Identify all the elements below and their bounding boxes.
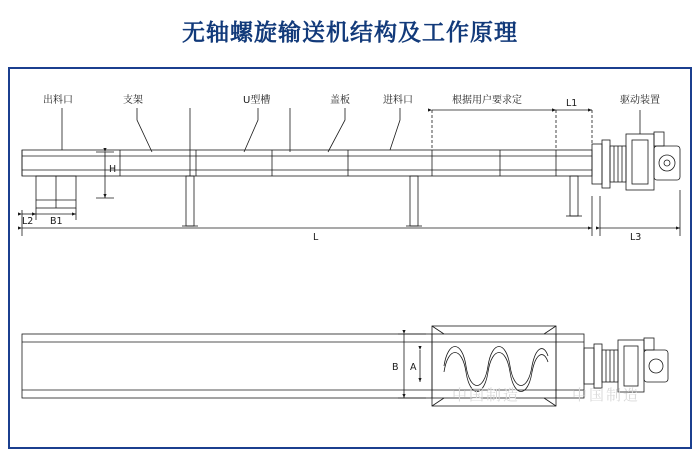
diagram-frame bbox=[8, 67, 692, 449]
dim-b1: B1 bbox=[50, 216, 63, 227]
label-feed-inlet: 进料口 bbox=[383, 95, 413, 106]
label-cover-plate: 盖板 bbox=[330, 95, 350, 106]
page-title: 无轴螺旋输送机结构及工作原理 bbox=[182, 20, 518, 46]
watermark-text-2: 中国制造 bbox=[572, 386, 641, 404]
label-discharge-outlet: 出料口 bbox=[43, 95, 73, 106]
dim-h: H bbox=[109, 164, 117, 175]
dim-l1: L1 bbox=[566, 98, 578, 109]
dim-l: L bbox=[313, 232, 319, 243]
dim-l3: L3 bbox=[630, 232, 642, 243]
label-u-trough: U型槽 bbox=[243, 95, 271, 106]
dim-b: B bbox=[392, 362, 399, 373]
dim-a: A bbox=[410, 362, 417, 373]
dim-l2: L2 bbox=[22, 216, 34, 227]
label-support-bracket: 支架 bbox=[123, 95, 143, 106]
label-drive-unit: 驱动装置 bbox=[620, 95, 660, 106]
label-custom-note: 根据用户要求定 bbox=[452, 95, 522, 106]
watermark-text: 中国制造 bbox=[452, 386, 521, 404]
